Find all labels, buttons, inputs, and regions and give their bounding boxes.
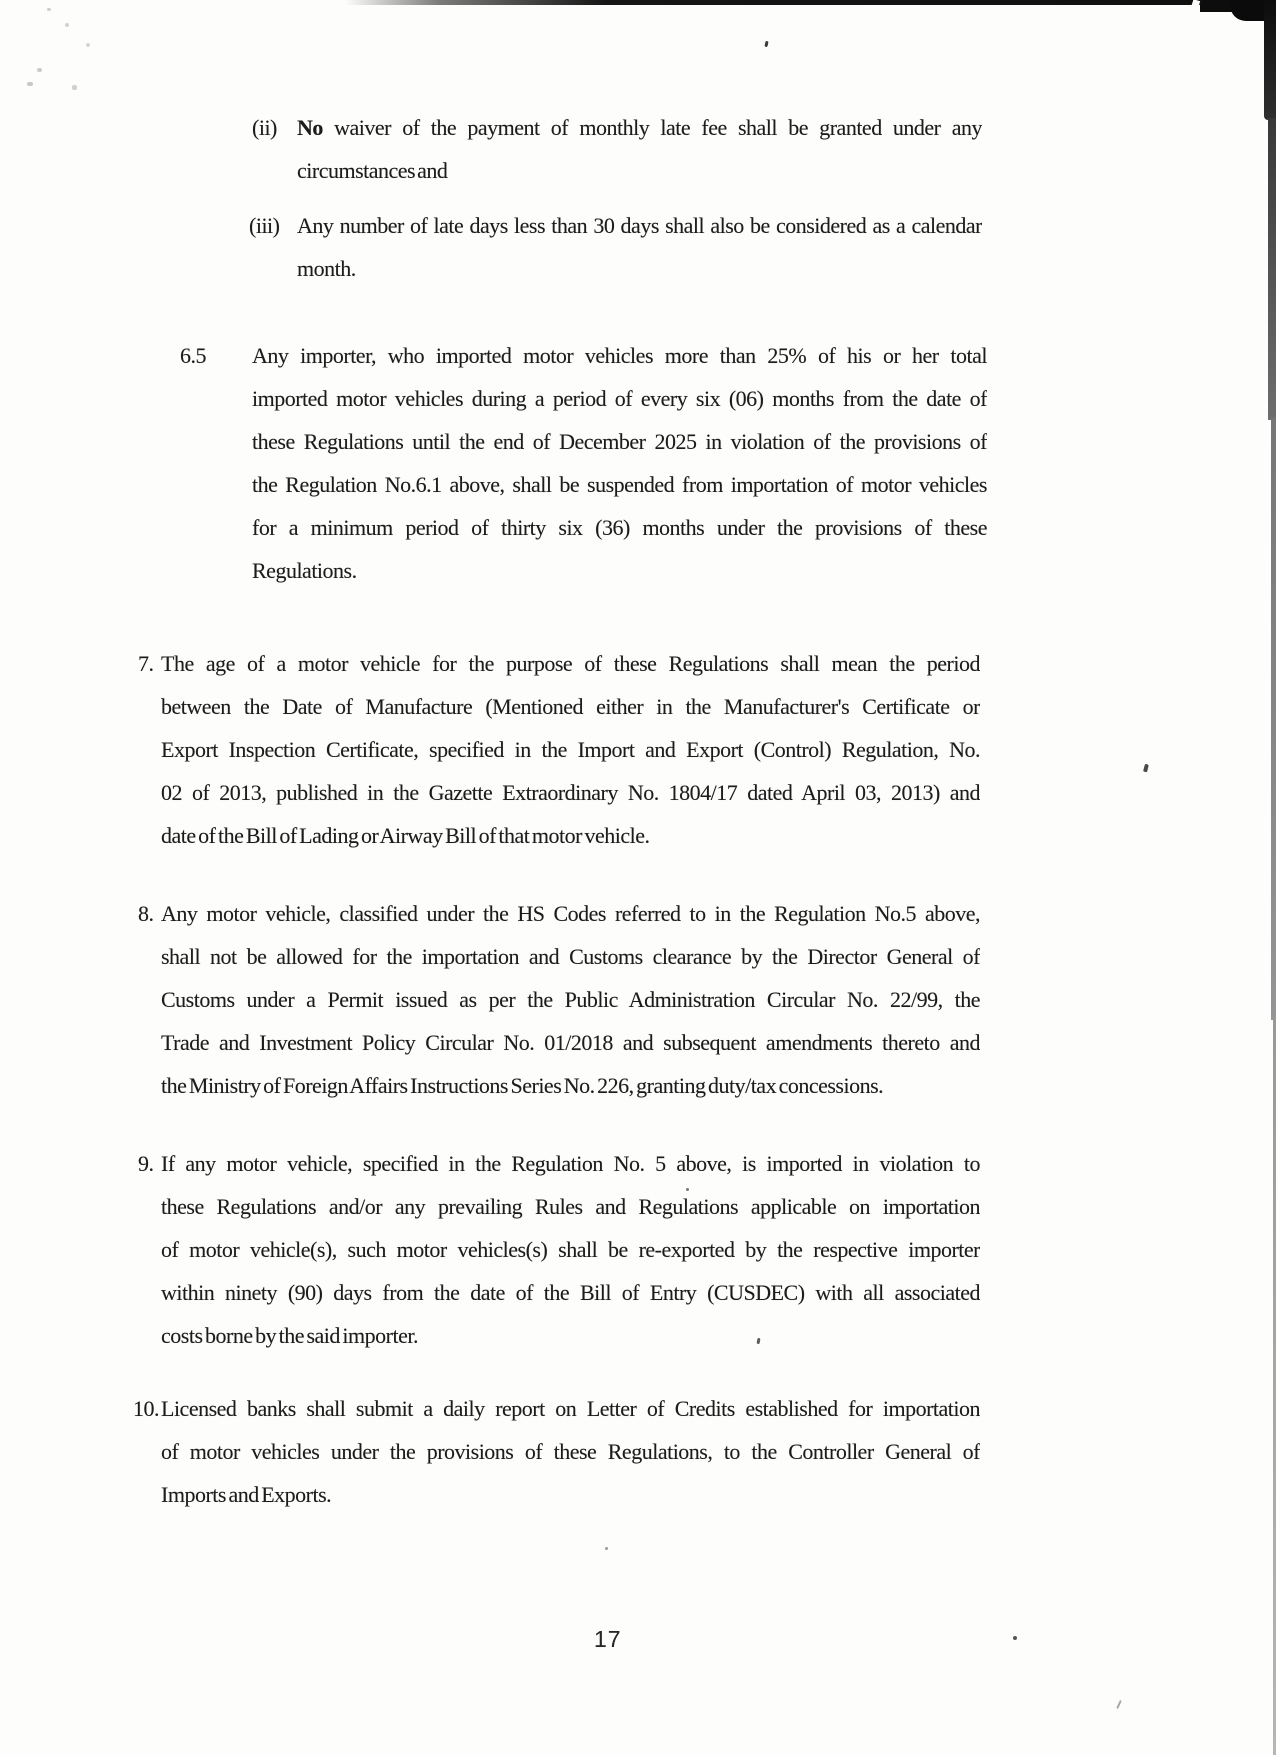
text-line: month. [297, 256, 356, 281]
text-line: shall not be allowed for the importation and Customs clearance by the Director General of [161, 944, 980, 969]
text-line: these Regulations and/or any prevailing Rules and Regulations applicable on importation [161, 1194, 980, 1219]
list-marker: 9. [138, 1151, 154, 1176]
text-run: waiver of the payment of monthly late fee shall be granted under any [322, 115, 982, 140]
text-line: the Regulation No.6.1 above, shall be suspended from importation of motor vehicles [252, 472, 987, 497]
item-7 [138, 642, 980, 857]
scan-artifact-right-edge [1271, 418, 1276, 1020]
scan-speck [605, 1547, 608, 1550]
text-line: within ninety (90) days from the date of the Bill of Entry (CUSDEC) with all associated [161, 1280, 980, 1305]
list-marker: 8. [138, 901, 154, 926]
scan-artifact-corner [1230, 0, 1276, 21]
list-marker: 10. [133, 1396, 159, 1421]
text-line: these Regulations until the end of December 2025 in violation of the provisions of [252, 429, 987, 454]
clause-6-5 [180, 334, 987, 592]
scan-speck [65, 23, 69, 27]
text-line [297, 106, 982, 149]
text-line: Any motor vehicle, classified under the HS Codes referred to in the Regulation No.5 above, [161, 901, 980, 926]
text-line: Licensed banks shall submit a daily report on Letter of Credits established for importation [161, 1396, 980, 1421]
list-marker: 6.5 [180, 343, 206, 368]
scan-speck [86, 43, 90, 47]
text-line: Regulations. [252, 558, 357, 583]
text-line: date of the Bill of Lading or Airway Bill of that motor vehicle. [161, 823, 650, 848]
bold-lead: No [297, 115, 323, 140]
text-line: costs borne by the said importer. [161, 1323, 418, 1348]
text-line: of motor vehicle(s), such motor vehicles(s) shall be re-exported by the respective importer [161, 1237, 980, 1262]
scan-speck [1013, 1636, 1017, 1640]
scan-artifact-right-edge [1264, 0, 1276, 120]
text-line: for a minimum period of thirty six (36) months under the provisions of these [252, 515, 987, 540]
text-line: of motor vehicles under the provisions of these Regulations, to the Controller General of [161, 1439, 980, 1464]
text-line: 02 of 2013, published in the Gazette Extraordinary No. 1804/17 dated April 03, 2013) and [161, 780, 980, 805]
text-line: Export Inspection Certificate, specified in the Import and Export (Control) Regulation, No. [161, 737, 980, 762]
scan-artifact-top-edge-thick [1200, 0, 1276, 12]
text-line: Any importer, who imported motor vehicles more than 25% of his or her total [252, 343, 987, 368]
text-line: imported motor vehicles during a period of every six (06) months from the date of [252, 386, 987, 411]
text-line: the Ministry of Foreign Affairs Instructions Series No. 226, granting duty/tax concessions. [161, 1073, 884, 1098]
item-10 [133, 1387, 980, 1516]
scan-speck [72, 85, 77, 90]
text-line: Customs under a Permit issued as per the Public Administration Circular No. 22/99, the [161, 987, 980, 1012]
scan-speck [27, 82, 33, 86]
text-line: circumstances and [297, 158, 448, 183]
text-line: Trade and Investment Policy Circular No. 01/2018 and subsequent amendments thereto and [161, 1030, 980, 1055]
item-9 [138, 1142, 980, 1357]
list-marker: (iii) [249, 213, 280, 238]
scan-speck [1116, 1700, 1122, 1709]
scan-artifact-right-edge [1268, 118, 1276, 420]
text-line: If any motor vehicle, specified in the Regulation No. 5 above, is imported in violation to [161, 1151, 980, 1176]
scan-speck [37, 68, 42, 72]
scan-speck [47, 8, 51, 11]
item-8 [138, 892, 980, 1107]
scan-artifact-top-edge [345, 0, 1276, 5]
text-line: between the Date of Manufacture (Mentioned either in the Manufacturer's Certificate or [161, 694, 980, 719]
text-line: The age of a motor vehicle for the purpose of these Regulations shall mean the period [161, 651, 980, 676]
scan-speck [764, 41, 768, 47]
subitem-ii [252, 106, 982, 192]
page-number: 17 [594, 1626, 622, 1652]
subitem-iii [249, 204, 982, 290]
scan-speck [1143, 764, 1149, 773]
scan-artifact-top-notch [1191, 0, 1200, 10]
text-line: Imports and Exports. [161, 1482, 332, 1507]
list-marker: (ii) [252, 115, 277, 140]
text-line: Any number of late days less than 30 days shall also be considered as a calendar [297, 213, 982, 238]
list-marker: 7. [138, 651, 154, 676]
